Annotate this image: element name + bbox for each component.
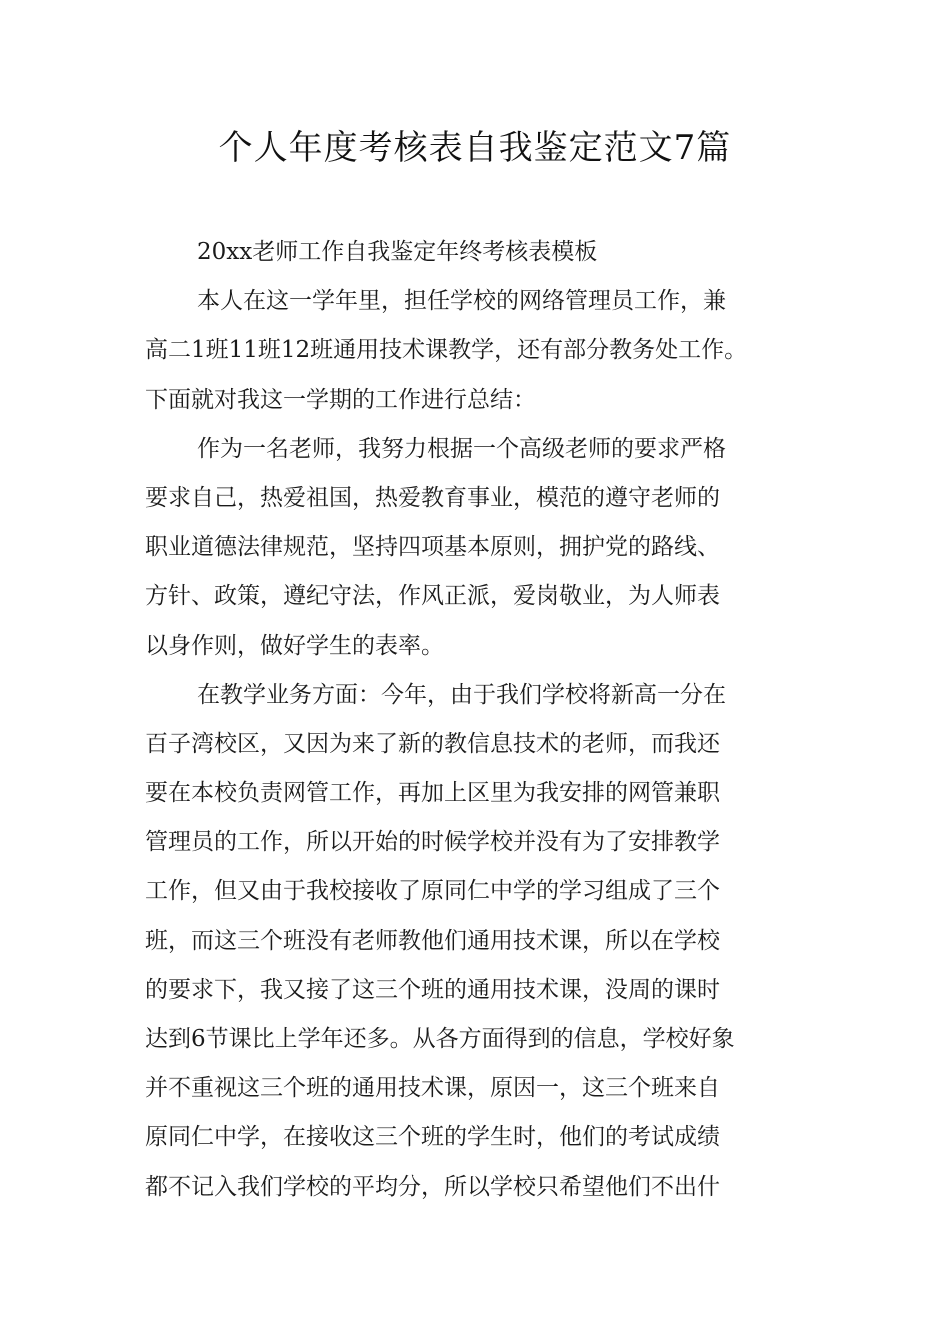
- body-line: 要在本校负责网管工作，再加上区里为我安排的网管兼职: [145, 780, 720, 807]
- body-line: 方针、政策，遵纪守法，作风正派，爱岗敬业，为人师表: [145, 583, 720, 610]
- body-line: 作为一名老师，我努力根据一个高级老师的要求严格: [197, 435, 726, 462]
- body-line: 都不记入我们学校的平均分，所以学校只希望他们不出什: [145, 1173, 720, 1200]
- body-line: 本人在这一学年里，担任学校的网络管理员工作，兼: [197, 288, 726, 315]
- document-body: [145, 228, 817, 1212]
- body-line: 要求自己，热爱祖国，热爱教育事业，模范的遵守老师的: [145, 484, 720, 511]
- body-line: 原同仁中学，在接收这三个班的学生时，他们的考试成绩: [145, 1124, 720, 1151]
- body-line: 工作，但又由于我校接收了原同仁中学的学习组成了三个: [145, 878, 720, 905]
- body-line: 在教学业务方面：今年，由于我们学校将新高一分在: [197, 681, 726, 708]
- body-line: 百子湾校区，又因为来了新的教信息技术的老师，而我还: [145, 730, 720, 757]
- body-line: 下面就对我这一学期的工作进行总结：: [145, 386, 536, 413]
- body-line: 班，而这三个班没有老师教他们通用技术课，所以在学校: [145, 927, 720, 954]
- document-title: 个人年度考核表自我鉴定范文7篇: [218, 128, 732, 168]
- body-line: 高二1班11班12班通用技术课教学，还有部分教务处工作。: [145, 337, 748, 364]
- body-line: 职业道德法律规范，坚持四项基本原则，拥护党的路线、: [145, 534, 720, 561]
- body-line: 以身作则，做好学生的表率。: [145, 632, 444, 659]
- body-line: 20xx老师工作自我鉴定年终考核表模板: [197, 239, 598, 265]
- body-line: 达到6节课比上学年还多。从各方面得到的信息，学校好象: [145, 1026, 735, 1052]
- body-line: 并不重视这三个班的通用技术课，原因一，这三个班来自: [145, 1075, 720, 1102]
- body-line: 管理员的工作，所以开始的时候学校并没有为了安排教学: [145, 829, 720, 856]
- body-line: 的要求下，我又接了这三个班的通用技术课，没周的课时: [145, 976, 720, 1003]
